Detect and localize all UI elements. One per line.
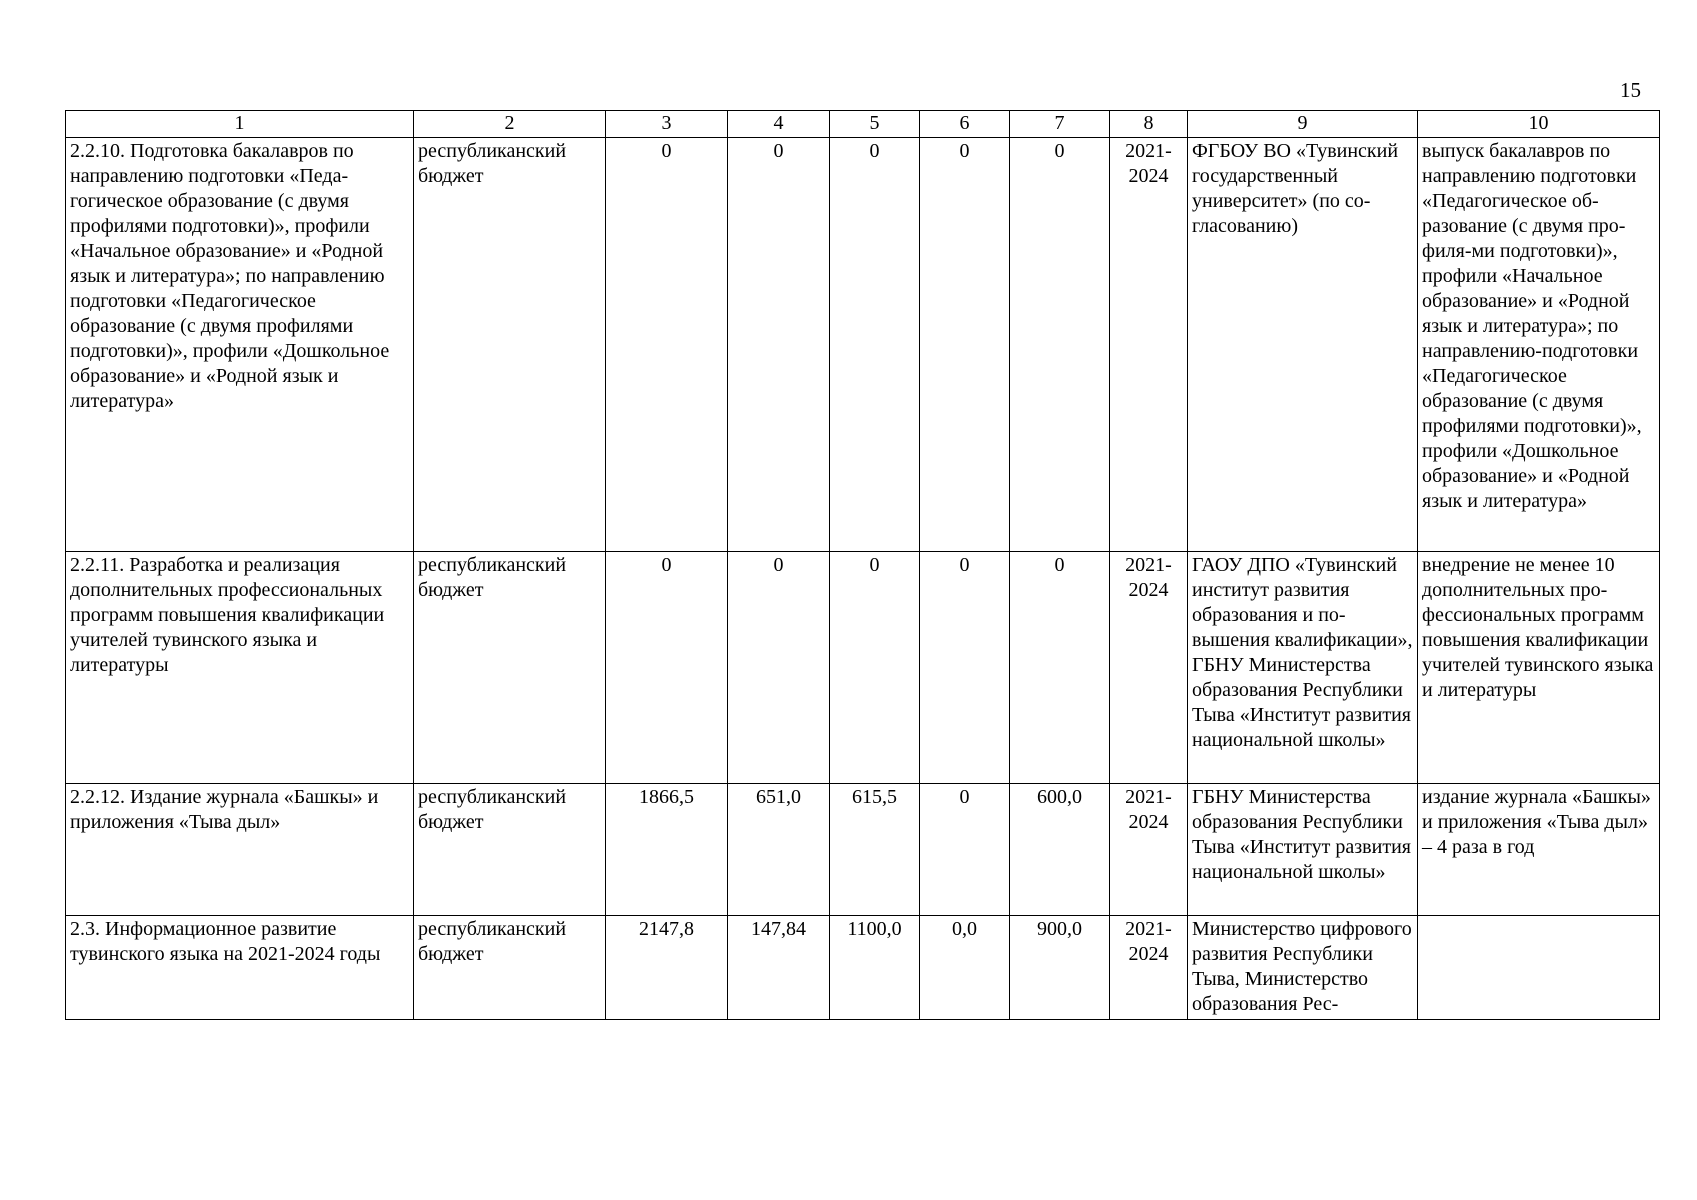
program-table bbox=[65, 110, 1660, 1020]
column-header: 3 bbox=[606, 111, 728, 138]
value-cell: 0 bbox=[1010, 138, 1110, 552]
value-cell: 0 bbox=[830, 138, 920, 552]
years-cell: 2021-2024 bbox=[1110, 138, 1188, 552]
table-row bbox=[66, 138, 1660, 552]
value-cell: 0 bbox=[920, 138, 1010, 552]
result-cell: внедрение не менее 10 дополнительных профессиональных программ повышения квалификации учителей тувинского языка и литературы bbox=[1418, 552, 1660, 784]
value-cell: 0 bbox=[606, 138, 728, 552]
executor-cell: Министерство цифрового развития Республики Тыва, Министерство образования Рес- bbox=[1188, 916, 1418, 1020]
value-cell: 0 bbox=[830, 552, 920, 784]
executor-cell: ГАОУ ДПО «Тувинский институт развития образования и повышения квалификации», ГБНУ Министерства образования Республики Тыва «Институт развития национальной школы» bbox=[1188, 552, 1418, 784]
value-cell: 0,0 bbox=[920, 916, 1010, 1020]
column-header: 5 bbox=[830, 111, 920, 138]
value-cell: 0 bbox=[606, 552, 728, 784]
years-cell: 2021-2024 bbox=[1110, 784, 1188, 916]
table-row bbox=[66, 916, 1660, 1020]
value-cell: 615,5 bbox=[830, 784, 920, 916]
value-cell: 2147,8 bbox=[606, 916, 728, 1020]
activity-cell: 2.2.11. Разработка и реализация дополнительных профессиональных программ повышения квалификации учителей тувинского языка и литературы bbox=[66, 552, 414, 784]
column-header: 9 bbox=[1188, 111, 1418, 138]
column-header: 7 bbox=[1010, 111, 1110, 138]
value-cell: 0 bbox=[1010, 552, 1110, 784]
header-row bbox=[66, 111, 1660, 138]
value-cell: 900,0 bbox=[1010, 916, 1110, 1020]
value-cell: 0 bbox=[920, 552, 1010, 784]
page-number: 15 bbox=[1620, 78, 1641, 102]
value-cell: 0 bbox=[920, 784, 1010, 916]
activity-cell: 2.2.12. Издание журнала «Башкы» и приложения «Тыва дыл» bbox=[66, 784, 414, 916]
value-cell: 0 bbox=[728, 138, 830, 552]
executor-cell: ГБНУ Министерства образования Республики Тыва «Институт развития национальной школы» bbox=[1188, 784, 1418, 916]
column-header: 1 bbox=[66, 111, 414, 138]
value-cell: 0 bbox=[728, 552, 830, 784]
table-row bbox=[66, 784, 1660, 916]
column-header: 8 bbox=[1110, 111, 1188, 138]
column-header: 6 bbox=[920, 111, 1010, 138]
column-header: 4 bbox=[728, 111, 830, 138]
activity-cell: 2.2.10. Подготовка бакалавров по направлению подготовки «Педагогическое образование (с двумя профилями подготовки)», профили «Начальное образование» и «Родной язык и литература»; по направлению подготовки «Педагогическое образование (с двумя профилями подготовки)», профили «Дошкольное образование» и «Родной язык и литература» bbox=[66, 138, 414, 552]
years-cell: 2021-2024 bbox=[1110, 552, 1188, 784]
funding-source-cell: республиканский бюджет bbox=[414, 138, 606, 552]
value-cell: 600,0 bbox=[1010, 784, 1110, 916]
funding-source-cell: республиканский бюджет bbox=[414, 784, 606, 916]
years-cell: 2021-2024 bbox=[1110, 916, 1188, 1020]
value-cell: 1866,5 bbox=[606, 784, 728, 916]
result-cell: издание журнала «Башкы» и приложения «Тыва дыл» – 4 раза в год bbox=[1418, 784, 1660, 916]
result-cell: выпуск бакалавров по направлению подготовки «Педагогическое образование (с двумя профиля-ми подготовки)», профили «Начальное образование» и «Родной язык и литература»; по направлению-подготовки «Педагогическое образование (с двумя профилями подготовки)», профили «Дошкольное образование» и «Родной язык и литература» bbox=[1418, 138, 1660, 552]
activity-cell: 2.3. Информационное развитие тувинского языка на 2021-2024 годы bbox=[66, 916, 414, 1020]
value-cell: 147,84 bbox=[728, 916, 830, 1020]
value-cell: 1100,0 bbox=[830, 916, 920, 1020]
column-header: 10 bbox=[1418, 111, 1660, 138]
value-cell: 651,0 bbox=[728, 784, 830, 916]
result-cell bbox=[1418, 916, 1660, 1020]
table-row bbox=[66, 552, 1660, 784]
executor-cell: ФГБОУ ВО «Тувинский государственный университет» (по согласованию) bbox=[1188, 138, 1418, 552]
funding-source-cell: республиканский бюджет bbox=[414, 916, 606, 1020]
funding-source-cell: республиканский бюджет bbox=[414, 552, 606, 784]
column-header: 2 bbox=[414, 111, 606, 138]
